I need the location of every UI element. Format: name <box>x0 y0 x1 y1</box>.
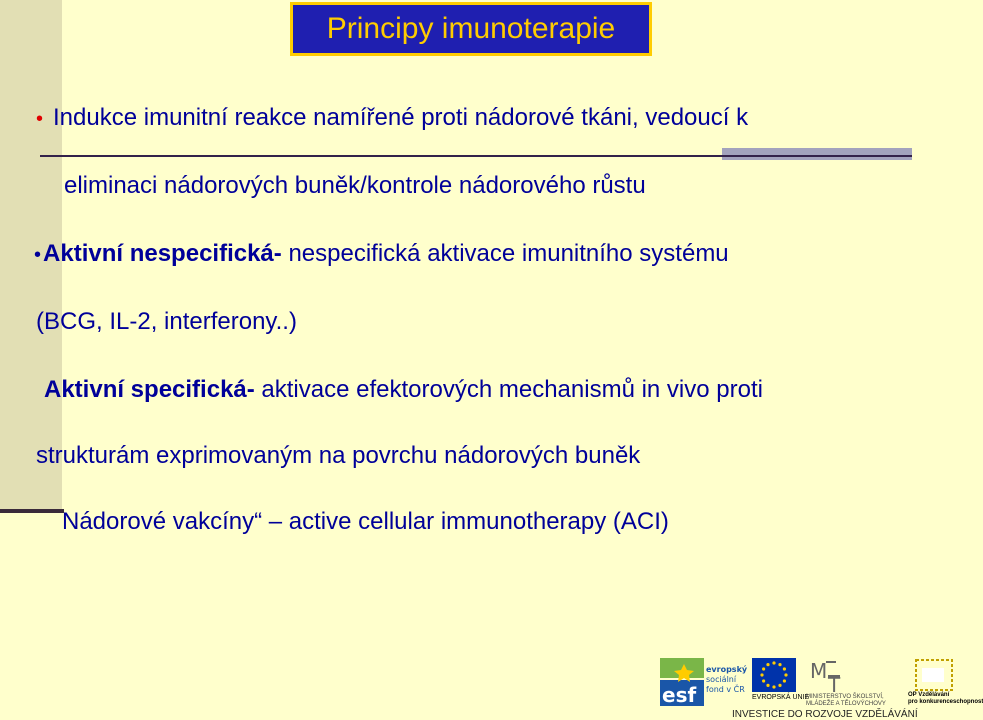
divider-line <box>40 155 722 157</box>
text-line-1: • Indukce imunitní reakce namířené proti nádorové tkáni, vedoucí k <box>36 104 749 131</box>
bullet-icon: • <box>34 244 42 266</box>
msmt-logo-icon <box>806 656 854 697</box>
text-line-6: strukturám exprimovaným na povrchu nádorových buněk <box>36 442 641 469</box>
left-decorative-line <box>0 509 64 513</box>
svg-text:fond v ČR: fond v ČR <box>706 685 745 694</box>
svg-text:evropský: evropský <box>706 665 748 674</box>
text-line-4: (BCG, IL-2, interferony..) <box>36 308 297 335</box>
slide-title-box <box>290 2 652 56</box>
op-logo-icon <box>910 656 958 696</box>
svg-text:esf: esf <box>662 683 697 707</box>
text-line-7: Nádorové vakcíny“ – active cellular immunotherapy (ACI) <box>62 508 669 535</box>
divider-grey-bar <box>722 148 912 160</box>
msmt-label: MINISTERSTVO ŠKOLSTVÍ, MLÁDEŽE A TĚLOVÝCHOVY <box>806 694 886 707</box>
esf-logo-icon <box>660 658 750 706</box>
svg-text:M: M <box>810 659 828 683</box>
slide-title: Principy imunoterapie <box>326 12 616 45</box>
svg-text:sociální: sociální <box>706 675 737 684</box>
op-label: OP Vzdělávání pro konkurenceschopnost <box>908 692 983 705</box>
investice-label: INVESTICE DO ROZVOJE VZDĚLÁVÁNÍ <box>732 709 918 720</box>
divider-line-right <box>722 155 912 157</box>
red-bullet-icon: • <box>36 108 44 130</box>
eu-flag-icon <box>752 658 796 692</box>
term-nonspecific: Aktivní nespecifická- <box>43 240 282 267</box>
footer-logos <box>660 654 983 720</box>
text-line-5: Aktivní specifická- aktivace efektorových mechanismů in vivo proti <box>44 376 763 403</box>
text-line-2: eliminaci nádorových buněk/kontrole nádorového růstu <box>64 172 646 199</box>
text-line-3: •Aktivní nespecifická- nespecifická aktivace imunitního systému <box>34 240 729 267</box>
eu-label: EVROPSKÁ UNIE <box>752 694 810 701</box>
term-specific: Aktivní specifická- <box>44 376 255 403</box>
svg-text:T: T <box>828 673 841 697</box>
